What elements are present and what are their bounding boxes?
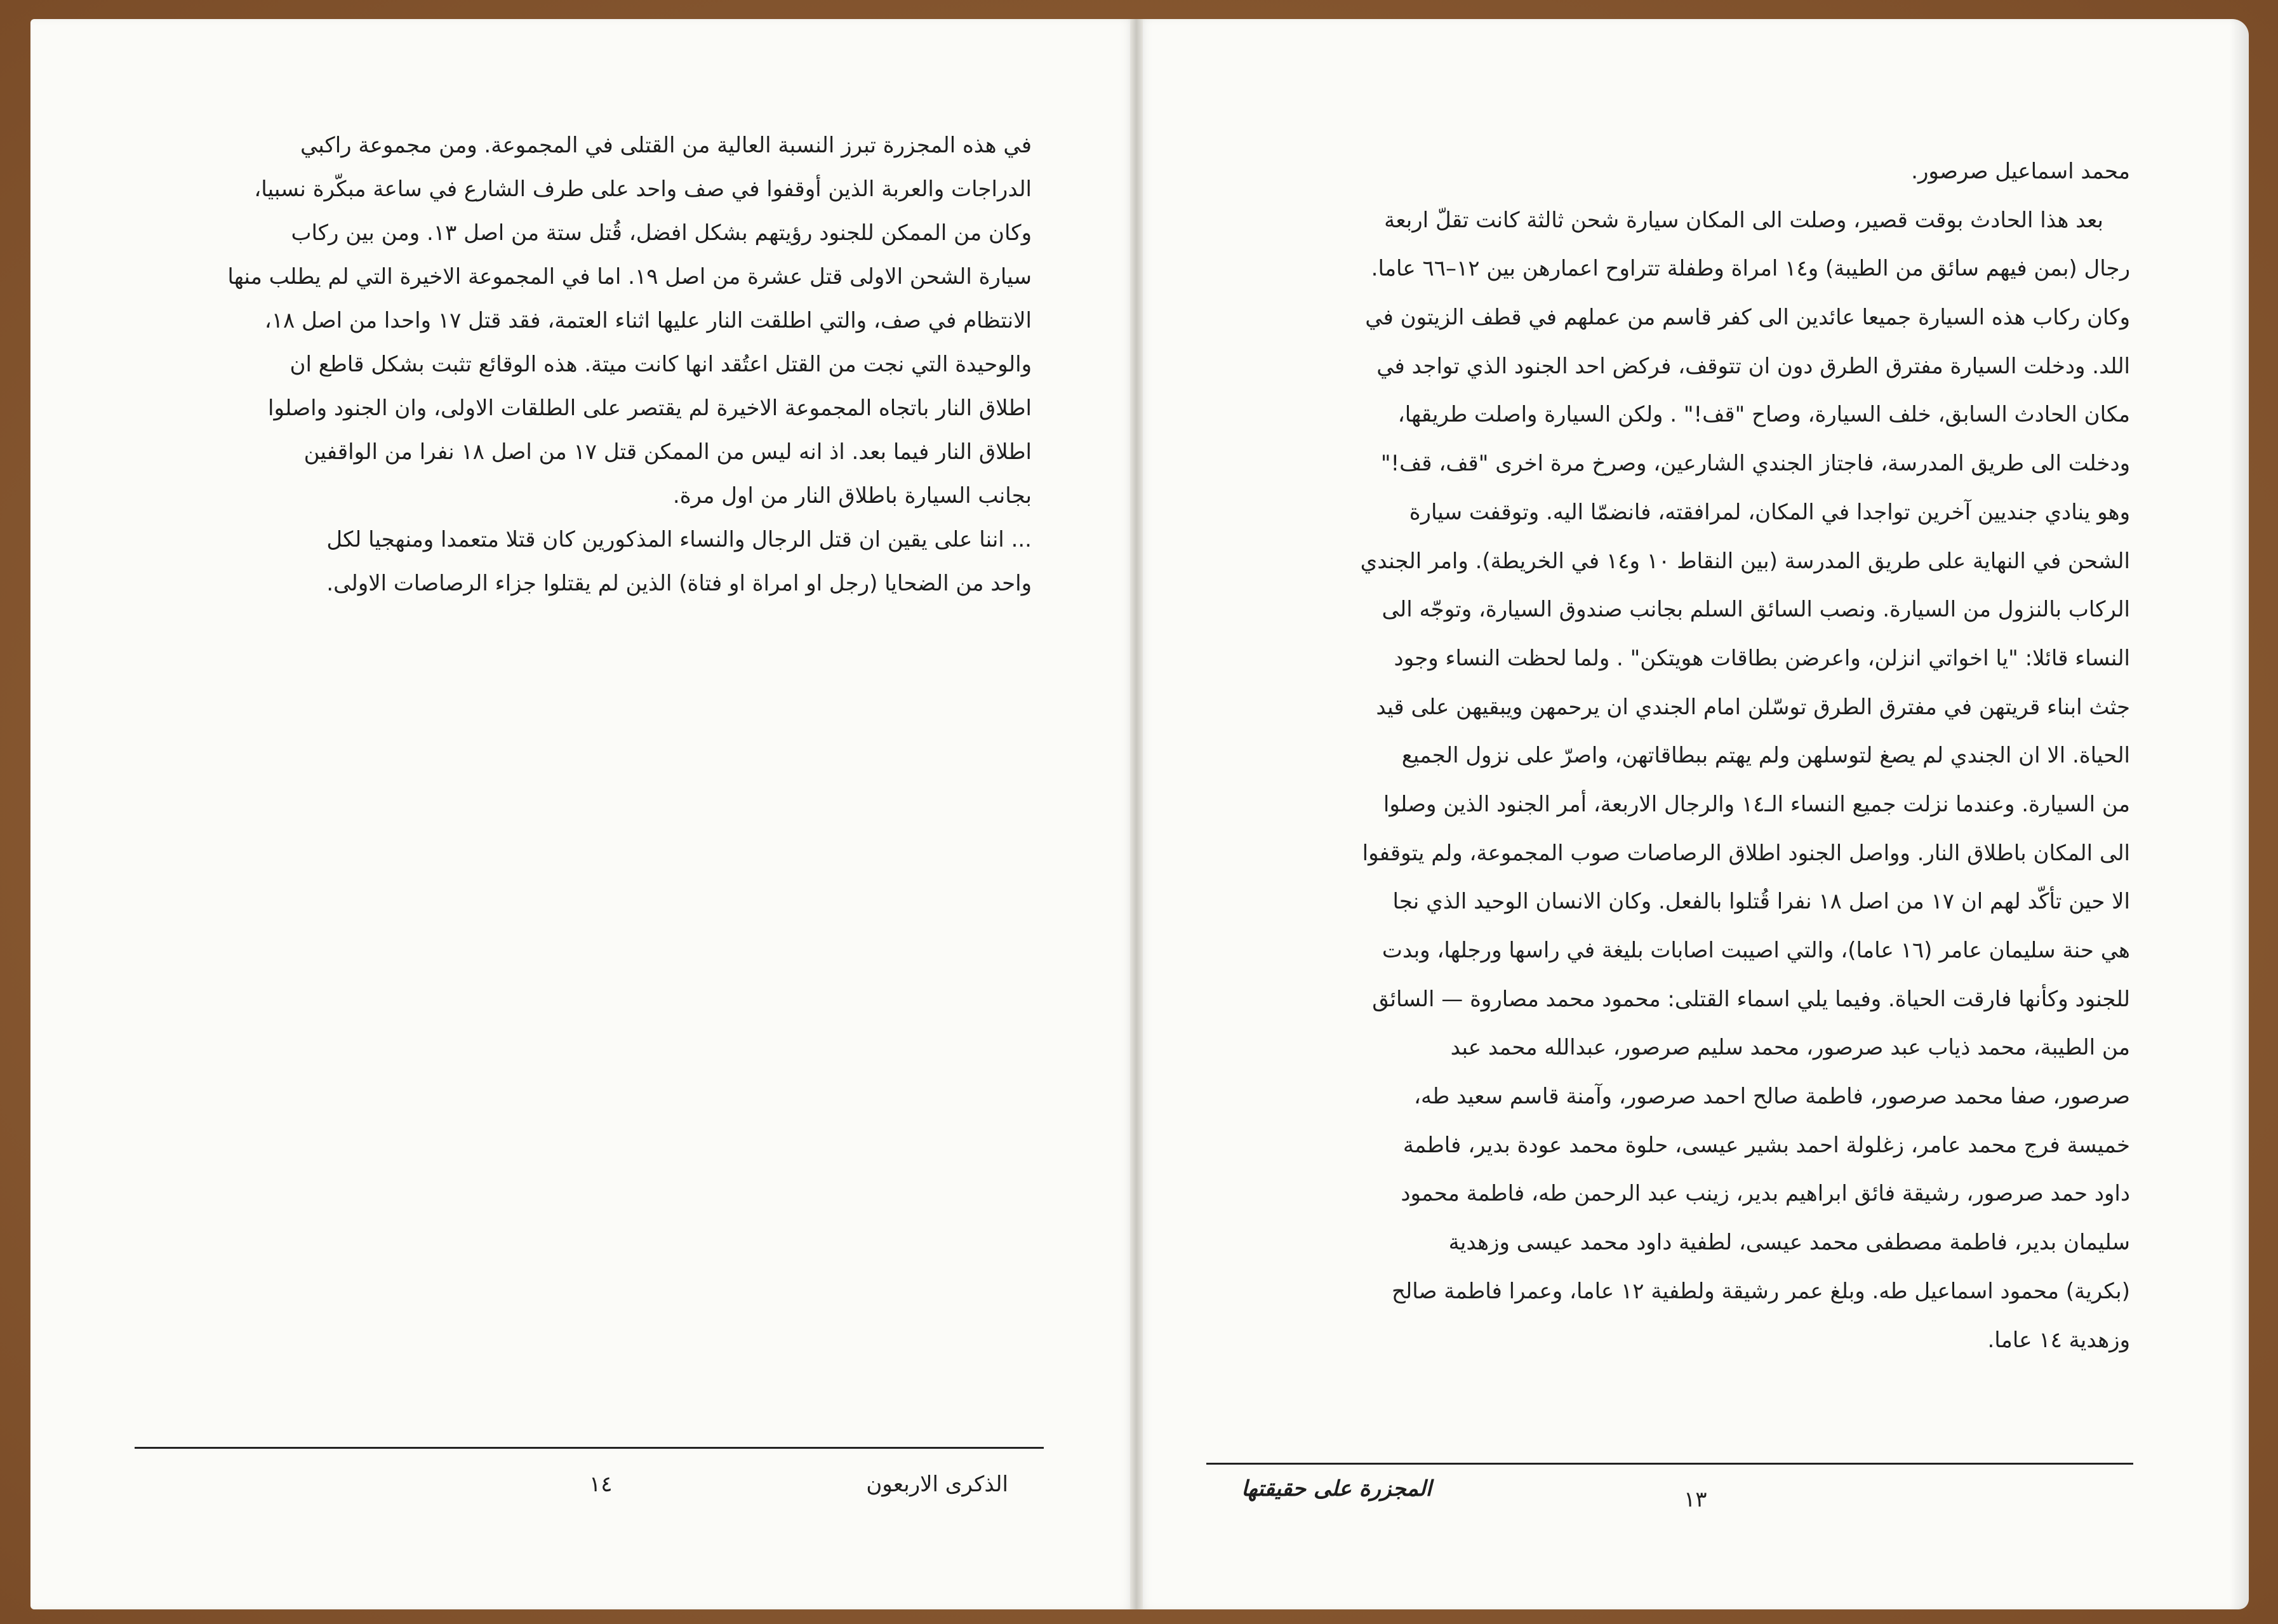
text-line: من السيارة. وعندما نزلت جميع النساء الـ١٤ والرجال الاربعة، أمر الجنود الذين وصلوا	[1383, 791, 2130, 817]
text-line: اطلاق النار فيما بعد. اذ انه ليس من الممكن قتل ١٧ من اصل ١٨ نفرا من الواقفين	[303, 439, 1032, 465]
text-line: وكان من الممكن للجنود رؤيتهم بشكل افضل، قُتل ستة من اصل ١٣. ومن بين ركاب	[291, 220, 1032, 246]
right-page-body	[1206, 147, 2130, 1364]
text-line: محمد اسماعيل صرصور.	[1911, 159, 2130, 184]
text-line: داود حمد صرصور، رشيقة فائق ابراهيم بدير، زينب عبد الرحمن طه، فاطمة محمود	[1401, 1181, 2130, 1207]
footer-divider	[135, 1447, 1044, 1449]
text-line: اطلاق النار باتجاه المجموعة الاخيرة لم يقتصر على الطلقات الاولى، وان الجنود واصلوا	[268, 396, 1032, 421]
text-line: رجال (بمن فيهم سائق من الطيبة) و١٤ امراة وطفلة تتراوح اعمارهن بين ١٢–٦٦ عاما.	[1371, 256, 2130, 282]
text-line: ودخلت الى طريق المدرسة، فاجتاز الجندي الشارعين، وصرخ مرة اخرى "قف، قف!"	[1380, 451, 2130, 477]
text-line: الشحن في النهاية على طريق المدرسة (بين النقاط ١٠ و١٤ في الخريطة). وامر الجندي	[1360, 548, 2130, 574]
text-line: اللد. ودخلت السيارة مفترق الطرق دون ان تتوقف، فركض احد الجنود الذي تواجد في	[1376, 353, 2130, 379]
text-line: في هذه المجزرة تبرز النسبة العالية من القتلى في المجموعة. ومن مجموعة راكبي	[300, 133, 1032, 158]
text-line: الركاب بالنزول من السيارة. ونصب السائق السلم بجانب صندوق السيارة، وتوجّه الى	[1382, 597, 2130, 623]
text-line: هي حنة سليمان عامر (١٦ عاما)، والتي اصيبت اصابات بليغة في راسها ورجلها، وبدت	[1382, 938, 2130, 963]
text-line: الى المكان باطلاق النار. وواصل الجنود اطلاق الرصاصات صوب المجموعة، ولم يتوقفوا	[1362, 840, 2130, 866]
text-line: الدراجات والعربة الذين أوقفوا في صف واحد على طرف الشارع في ساعة مبكّرة نسبيا،	[254, 176, 1032, 202]
text-line: واحد من الضحايا (رجل او امراة او فتاة) الذين لم يقتلوا جزاء الرصاصات الاولى.	[326, 571, 1032, 596]
text-line: النساء قائلا: "يا اخواتي انزلن، واعرضن بطاقات هويتكن" . ولما لحظت النساء وجود	[1394, 645, 2130, 671]
text-line: مكان الحادث السابق، خلف السيارة، وصاح "قف!" . ولكن السيارة واصلت طريقها،	[1397, 402, 2130, 428]
text-line: خميسة فرج محمد عامر، زغلولة احمد بشير عيسى، حلوة محمد عودة بدير، فاطمة	[1402, 1132, 2130, 1158]
running-footer-title: الذكرى الاربعون	[866, 1472, 1008, 1497]
text-line: صرصور، صفا محمد صرصور، فاطمة صالح احمد صرصور، وآمنة قاسم سعيد طه،	[1414, 1084, 2130, 1110]
running-footer-title: المجزرة على حقيقتها	[1241, 1476, 1432, 1501]
text-line: سيارة الشحن الاولى قتل عشرة من اصل ١٩. اما في المجموعة الاخيرة التي لم يطلب منها	[227, 264, 1032, 290]
left-page-body	[133, 124, 1032, 606]
footer-divider	[1206, 1463, 2133, 1465]
text-line: بعد هذا الحادث بوقت قصير، وصلت الى المكان سيارة شحن ثالثة كانت تقلّ اربعة	[1384, 207, 2103, 233]
book-gutter	[1130, 19, 1143, 1609]
text-line: ... اننا على يقين ان قتل الرجال والنساء المذكورين كان قتلا متعمدا ومنهجيا لكل	[326, 527, 1032, 552]
text-line: وهو ينادي جنديين آخرين تواجدا في المكان، لمرافقته، فانضمّا اليه. وتوقفت سيارة	[1409, 499, 2130, 525]
text-line: سليمان بدير، فاطمة مصطفى محمد عيسى، لطفية داود محمد عيسى وزهدية	[1448, 1230, 2130, 1256]
text-line: الا حين تأكّد لهم ان ١٧ من اصل ١٨ نفرا قُتلوا بالفعل. وكان الانسان الوحيد الذي نجا	[1392, 889, 2130, 915]
text-line: وكان ركاب هذه السيارة جميعا عائدين الى كفر قاسم من عملهم في قطف الزيتون في	[1365, 305, 2130, 331]
text-line: والوحيدة التي نجت من القتل اعتُقد انها كانت ميتة. هذه الوقائع تثبت بشكل قاطع ان	[290, 352, 1032, 377]
text-line: (بكرية) محمود اسماعيل طه. وبلغ عمر رشيقة ولطفية ١٢ عاما، وعمرا فاطمة صالح	[1391, 1278, 2130, 1304]
text-line: جثث ابناء قريتهن في مفترق الطرق توسّلن امام الجندي ان يرحمهن ويبقيهن على قيد	[1376, 694, 2130, 720]
page-number: ١٤	[589, 1472, 613, 1497]
text-line: من الطيبة، محمد ذياب عبد صرصور، محمد سليم صرصور، عبدالله محمد عبد	[1450, 1035, 2130, 1061]
text-line: للجنود وكأنها فارقت الحياة. وفيما يلي اسماء القتلى: محمود محمد مصاروة — السائق	[1372, 986, 2130, 1012]
text-line: بجانب السيارة باطلاق النار من اول مرة.	[672, 483, 1032, 509]
text-line: الحياة. الا ان الجندي لم يصغ لتوسلهن ولم يهتم ببطاقاتهن، واصرّ على نزول الجميع	[1401, 743, 2130, 769]
page-number: ١٣	[1684, 1487, 1707, 1512]
text-line: الانتظام في صف، والتي اطلقت النار عليها اثناء العتمة، فقد قتل ١٧ واحدا من اصل ١٨،	[264, 308, 1032, 333]
text-line: وزهدية ١٤ عاما.	[1987, 1327, 2130, 1353]
